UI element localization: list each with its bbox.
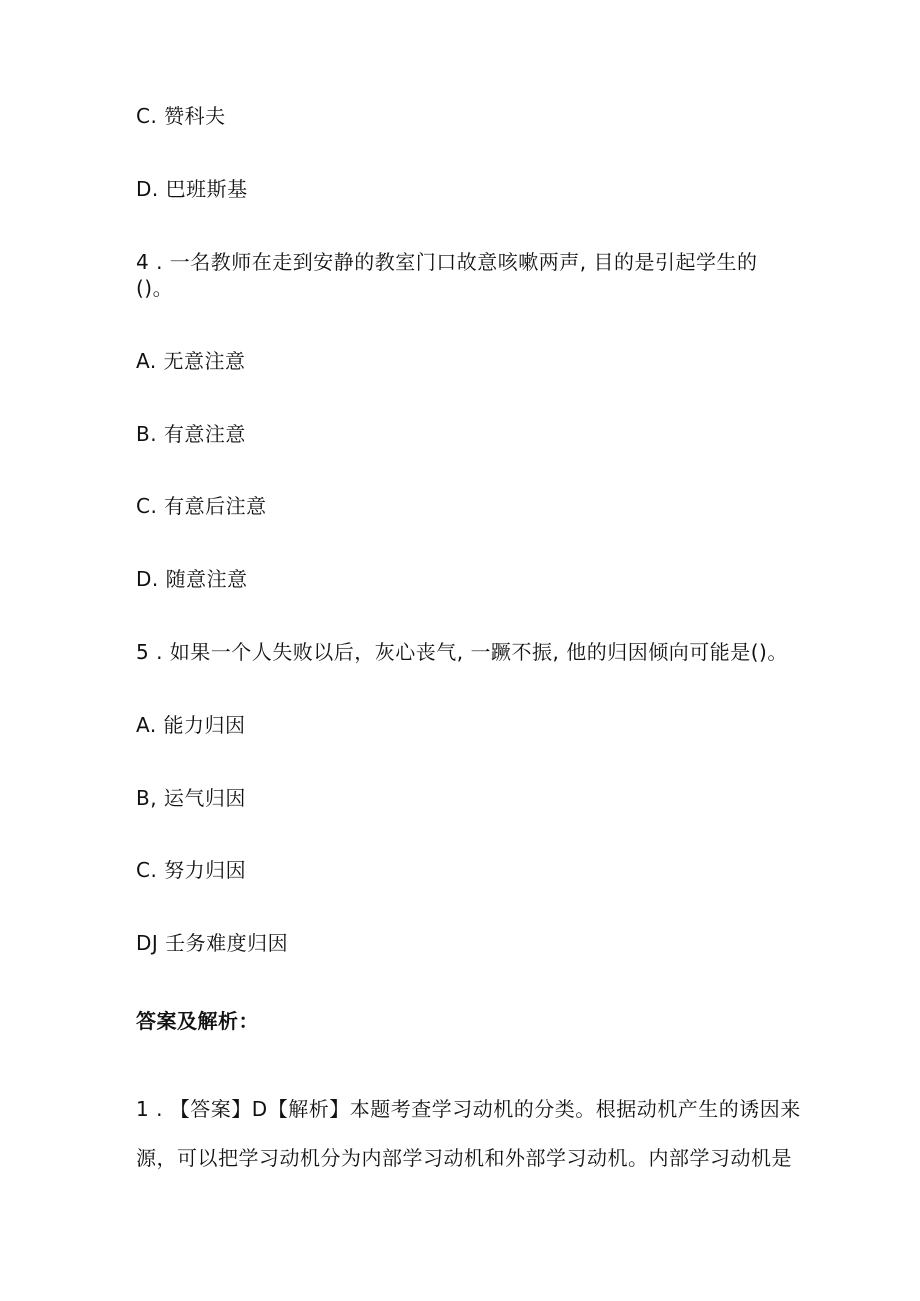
q4-stem-line2: ()。 bbox=[136, 276, 174, 300]
q4-option-a: A. 无意注意 bbox=[136, 349, 246, 373]
q5-stem: 5 . 如果一个人失败以后，灰心丧气, 一蹶不振, 他的归因倾向可能是()。 bbox=[136, 640, 788, 664]
q3-option-c: C. 赞科夫 bbox=[136, 104, 226, 128]
q4-option-d: D. 随意注意 bbox=[136, 567, 248, 591]
answer-1-line2: 源，可以把学习动机分为内部学习动机和外部学习动机。内部学习动机是 bbox=[136, 1146, 792, 1170]
answer-1-line1: 1 . 【答案】D【解析】本题考查学习动机的分类。根据动机产生的诱因来 bbox=[136, 1097, 801, 1121]
answers-heading: 答案及解析： bbox=[136, 1009, 259, 1033]
q4-stem-line1: 4 . 一名教师在走到安静的教室门口故意咳嗽两声, 目的是引起学生的 bbox=[136, 250, 758, 274]
q5-option-c: C. 努力归因 bbox=[136, 858, 247, 882]
q4-option-c: C. 有意后注意 bbox=[136, 494, 267, 518]
q5-option-a: A. 能力归因 bbox=[136, 713, 246, 737]
q5-option-d: DJ 壬务难度归因 bbox=[136, 931, 289, 955]
q3-option-d: D. 巴班斯基 bbox=[136, 177, 248, 201]
q4-option-b: B. 有意注意 bbox=[136, 422, 246, 446]
q5-option-b: B, 运气归因 bbox=[136, 786, 246, 810]
